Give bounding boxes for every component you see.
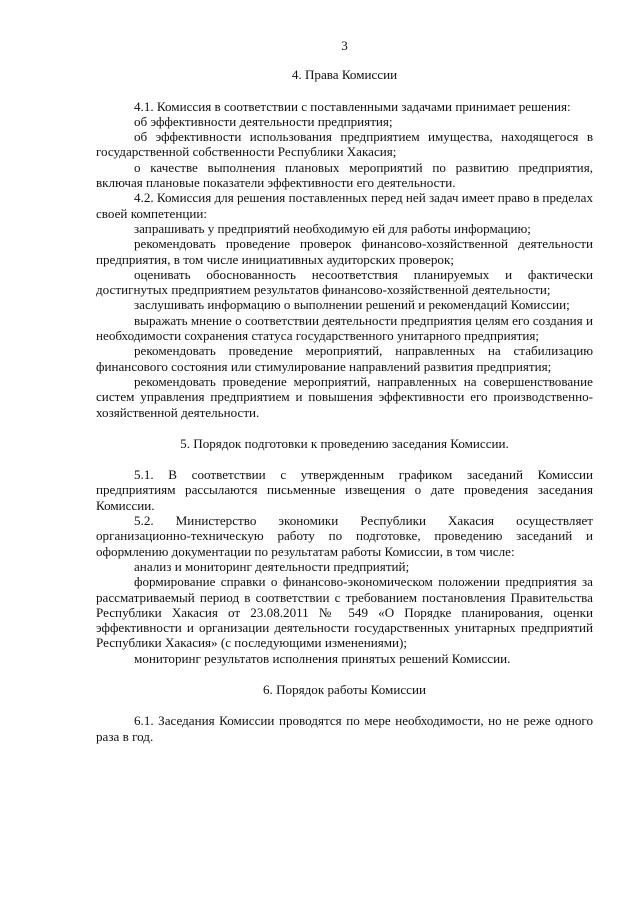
paragraph-4-2: 4.2. Комиссия для решения поставленных перед ней задач имеет право в пределах своей компетенции: [96,190,593,221]
paragraph-4-2-c: оценивать обоснованность несоответствия планируемых и фактически достигнутых предприятием результатов финансово-хозяйственной деятельности; [96,266,593,298]
paragraph-5-2-b: формирование справки о финансово-экономическом положении предприятия за рассматриваемый период в соответствии с требованием постановления Правительства Республики Хакасия от 23.08.2011 № 549 «О Порядке планирования, оценки эффективности и организации деятельности государственных унитарных предприятий Республики Хакасия» (с последующими изменениями); [96,574,593,651]
section-6-heading: 6. Порядок работы Комиссии [262,681,426,697]
paragraph-5-2: 5.2. Министерство экономики Республики Хакасия осуществляет организационно-техническую работу по подготовке, проведению заседаний и оформлению документации по результатам работы Комиссии, в том числе: [96,513,593,559]
section-5-heading: 5. Порядок подготовки к проведению заседания Комиссии. [180,435,509,451]
section-4-heading: 4. Права Комиссии [291,67,398,83]
page-number: 3 [341,38,348,53]
paragraph-6-1: 6.1. Заседания Комиссии проводятся по мере необходимости, но не реже одного раза в год. [96,713,593,744]
paragraph-4-1-a: об эффективности деятельности предприятия; [134,113,393,129]
paragraph-4-1: 4.1. Комиссия в соответствии с поставленными задачами принимает решения: [134,98,571,114]
paragraph-4-2-g: рекомендовать проведение мероприятий, направленных на совершенствование систем управления предприятием и повышения эффективности его производственно-хозяйственной деятельности. [96,373,593,420]
paragraph-4-1-b: об эффективности использования предприятием имущества, находящегося в государственной собственности Республики Хакасия; [96,129,593,160]
paragraph-5-2-a: анализ и мониторинг деятельности предприятий; [134,558,410,574]
paragraph-5-2-c: мониторинг результатов исполнения принятых решений Комиссии. [134,650,511,666]
paragraph-4-2-a: запрашивать у предприятий необходимую ей для работы информацию; [134,220,531,236]
paragraph-4-2-b: рекомендовать проведение проверок финансово-хозяйственной деятельности предприятия, в том числе инициативных аудиторских проверок; [96,236,593,267]
paragraph-4-2-e: выражать мнение о соответствии деятельности предприятия целям его создания и необходимости сохранения статуса государственного унитарного предприятия; [96,312,593,344]
paragraph-4-1-c: о качестве выполнения плановых мероприятий по развитию предприятия, включая плановые показатели эффективности его деятельности. [96,159,593,191]
paragraph-4-2-f: рекомендовать проведение мероприятий, направленных на стабилизацию финансового состояния или стимулирование направлений развития предприятия; [96,343,593,374]
paragraph-5-1: 5.1. В соответствии с утвержденным графиком заседаний Комиссии предприятиям рассылаются письменные извещения о дате проведения заседания Комиссии. [96,467,593,513]
paragraph-4-2-d: заслушивать информацию о выполнении решений и рекомендаций Комиссии; [134,297,570,313]
